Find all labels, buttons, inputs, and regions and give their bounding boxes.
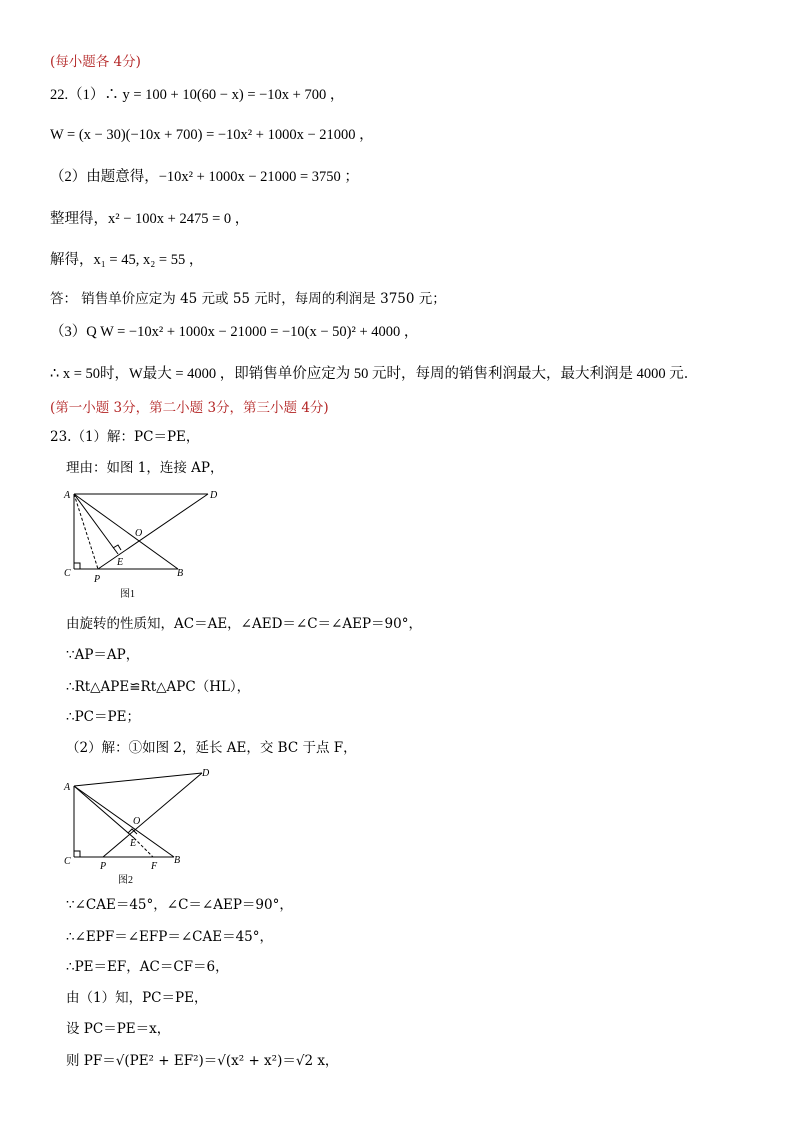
q23-part1-line5: ∴Rt△APE≌Rt△APC（HL），	[66, 679, 251, 695]
q23-part2-line6: 设 PC＝PE＝x，	[66, 1021, 171, 1037]
label-O: O	[133, 816, 141, 827]
segment-DP	[98, 494, 208, 569]
label-D: D	[210, 490, 218, 501]
score-note-1: (每小题各 4分)	[50, 54, 141, 70]
q23-part1-line3: 由旋转的性质知，AC＝AE，∠AED＝∠C＝∠AEP＝90°，	[66, 616, 422, 632]
q23-part2-line1: （2）解：①如图 2，延长 AE，交 BC 于点 F，	[66, 740, 357, 756]
segment-AE	[74, 494, 118, 554]
q23-part1-line1: 23.（1）解：PC＝PE，	[50, 429, 200, 445]
label-D: D	[202, 768, 210, 779]
q23-part2-line7: 则 PF＝√(PE² + EF²)＝√(x² + x²)＝√2 x，	[66, 1053, 339, 1069]
label-C: C	[64, 856, 71, 867]
q23-part1-line6: ∴PC＝PE；	[66, 709, 140, 725]
segment-DP	[103, 773, 202, 857]
label-P: P	[100, 861, 107, 872]
label-A: A	[64, 782, 71, 793]
segment-AB	[74, 494, 178, 569]
q23-part2-line3: ∴∠EPF＝∠EFP＝∠CAE＝45°，	[66, 929, 273, 945]
figure-1-diagram	[60, 485, 230, 605]
q22-part2-line3: 解得，x₁ = 45, x₂ = 55 ，	[50, 252, 204, 268]
q23-part1-line2: 理由：如图 1，连接 AP，	[66, 460, 224, 476]
q22-answer: 答： 销售单价应定为 45 元或 55 元时，每周的利润是 3750 元；	[50, 291, 446, 307]
label-C: C	[64, 568, 71, 579]
segment-AE	[74, 786, 134, 838]
q22-part1-line1: 22.（1）∴ y = 100 + 10(60 − x) = −10x + 700 ，	[50, 87, 345, 103]
q22-part2-line1: （2）由题意得，−10x² + 1000x − 21000 = 3750 ；	[50, 169, 359, 185]
label-F: F	[151, 861, 158, 872]
q23-part1-line4: ∵AP＝AP，	[66, 647, 140, 663]
segment-AB	[74, 786, 174, 857]
segment-AP-dashed	[74, 494, 98, 569]
figure-1-caption: 图1	[120, 589, 135, 600]
q23-part2-line5: 由（1）知，PC＝PE，	[66, 990, 208, 1006]
label-P: P	[94, 574, 101, 585]
q22-part2-line2: 整理得，x² − 100x + 2475 = 0 ，	[50, 211, 250, 227]
label-A: A	[64, 490, 71, 501]
label-B: B	[177, 568, 184, 579]
segment-EF-dashed	[134, 838, 153, 857]
figure-2	[60, 764, 230, 890]
right-angle-C	[74, 563, 80, 569]
label-E: E	[117, 557, 124, 568]
label-O: O	[135, 528, 143, 539]
figure-2-caption: 图2	[118, 875, 133, 886]
q22-part3-line1: （3）Q W = −10x² + 1000x − 21000 = −10(x − 50)² + 4000 ，	[50, 324, 419, 340]
figure-1	[60, 485, 230, 605]
q23-part2-line4: ∴PE＝EF，AC＝CF＝6，	[66, 959, 229, 975]
label-E: E	[130, 838, 137, 849]
score-note-2: (第一小题 3分，第二小题 3分，第三小题 4分)	[50, 400, 329, 416]
q23-part2-line2: ∵∠CAE＝45°，∠C＝∠AEP＝90°，	[66, 897, 293, 913]
segment-AD	[74, 773, 202, 786]
label-B: B	[174, 855, 181, 866]
q22-part1-line2: W = (x − 30)(−10x + 700) = −10x² + 1000x − 21000 ，	[50, 127, 374, 143]
figure-2-diagram	[60, 764, 230, 890]
q22-part3-line2: ∴ x = 50时，W最大 = 4000 ，即销售单价应定为 50 元时，每周的销售利润最大，最大利润是 4000 元．	[50, 366, 699, 382]
right-angle-C	[74, 851, 80, 857]
